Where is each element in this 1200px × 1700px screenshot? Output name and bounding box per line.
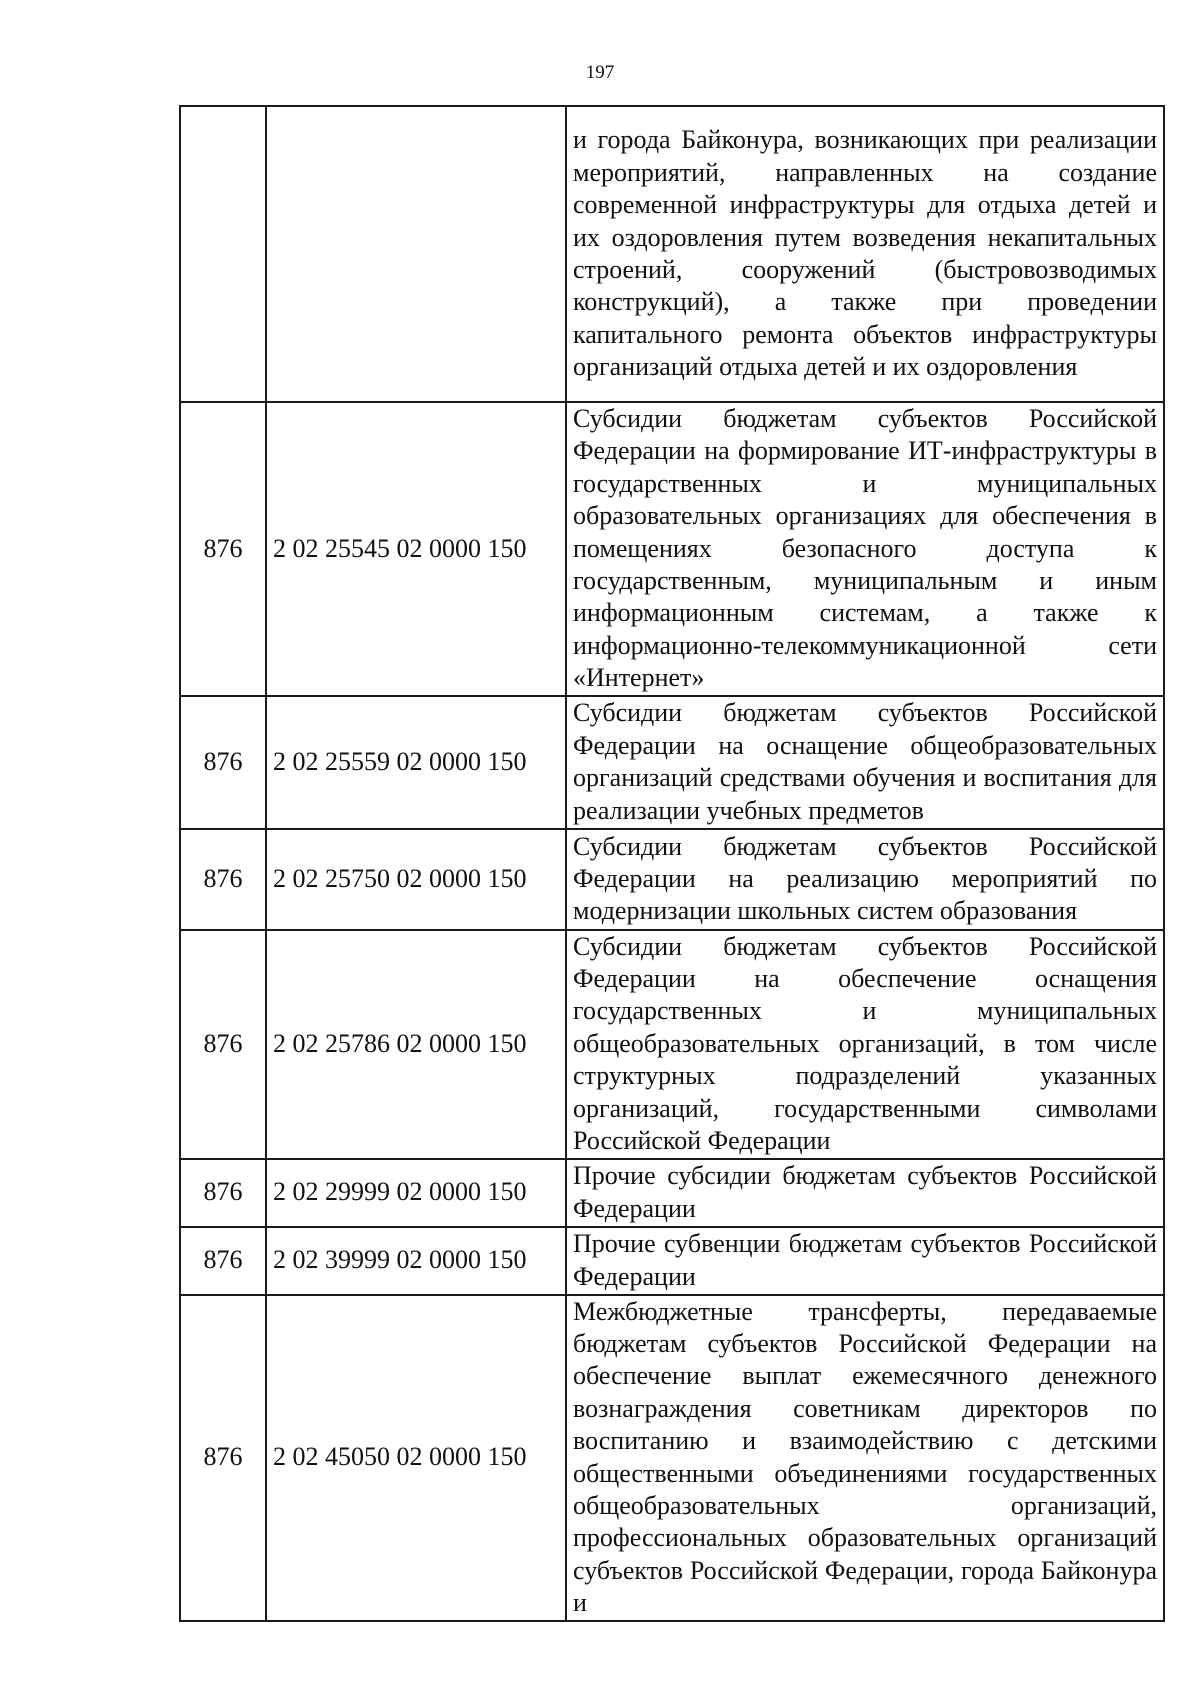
table-row [180, 930, 1164, 1159]
budget-code-cell: 2 02 25750 02 0000 150 [266, 829, 566, 930]
budget-codes-table [179, 105, 1165, 1622]
description-cell: и города Байконура, возникающих при реализации мероприятий, направленных на создание современной инфраструктуры для отдыха детей и их оздоровления путем возведения некапитальных строений, сооружений (быстровозводимых конструкций), а также при проведении капитального ремонта объектов инфраструктуры организаций отдыха детей и их оздоровления [566, 106, 1164, 402]
budget-code-cell [266, 106, 566, 402]
description-cell: Межбюджетные трансферты, передаваемые бюджетам субъектов Российской Федерации на обеспечение выплат ежемесячного денежного вознаграждения советникам директоров по воспитанию и взаимодействию с детскими общественными объединениями государственных общеобразовательных организаций, профессиональных образовательных организаций субъектов Российской Федерации, города Байконура и [566, 1295, 1164, 1621]
budget-code-cell: 2 02 39999 02 0000 150 [266, 1227, 566, 1295]
table-row [180, 1159, 1164, 1227]
budget-code-cell: 2 02 25786 02 0000 150 [266, 930, 566, 1159]
description-cell: Субсидии бюджетам субъектов Российской Федерации на реализацию мероприятий по модернизации школьных систем образования [566, 829, 1164, 930]
description-cell: Субсидии бюджетам субъектов Российской Федерации на оснащение общеобразовательных организаций средствами обучения и воспитания для реализации учебных предметов [566, 696, 1164, 829]
description-cell: Субсидии бюджетам субъектов Российской Федерации на обеспечение оснащения государственных и муниципальных общеобразовательных организаций, в том числе структурных подразделений указанных организаций, государственными символами Российской Федерации [566, 930, 1164, 1159]
budget-code-cell: 2 02 45050 02 0000 150 [266, 1295, 566, 1621]
admin-code-cell: 876 [180, 1227, 266, 1295]
table-row [180, 1227, 1164, 1295]
table-row [180, 829, 1164, 930]
description-cell: Прочие субсидии бюджетам субъектов Российской Федерации [566, 1159, 1164, 1227]
admin-code-cell: 876 [180, 930, 266, 1159]
table-row [180, 696, 1164, 829]
table-row [180, 1295, 1164, 1621]
table-row [180, 402, 1164, 696]
admin-code-cell [180, 106, 266, 402]
admin-code-cell: 876 [180, 402, 266, 696]
admin-code-cell: 876 [180, 829, 266, 930]
description-cell: Субсидии бюджетам субъектов Российской Федерации на формирование ИТ-инфраструктуры в государственных и муниципальных образовательных организациях для обеспечения в помещениях безопасного доступа к государственным, муниципальным и иным информационным системам, а также к информационно-телекоммуникационной сети «Интернет» [566, 402, 1164, 696]
admin-code-cell: 876 [180, 1159, 266, 1227]
description-cell: Прочие субвенции бюджетам субъектов Российской Федерации [566, 1227, 1164, 1295]
budget-code-cell: 2 02 29999 02 0000 150 [266, 1159, 566, 1227]
budget-code-cell: 2 02 25559 02 0000 150 [266, 696, 566, 829]
page-number: 197 [585, 62, 615, 83]
admin-code-cell: 876 [180, 696, 266, 829]
table-row [180, 106, 1164, 402]
admin-code-cell: 876 [180, 1295, 266, 1621]
budget-code-cell: 2 02 25545 02 0000 150 [266, 402, 566, 696]
